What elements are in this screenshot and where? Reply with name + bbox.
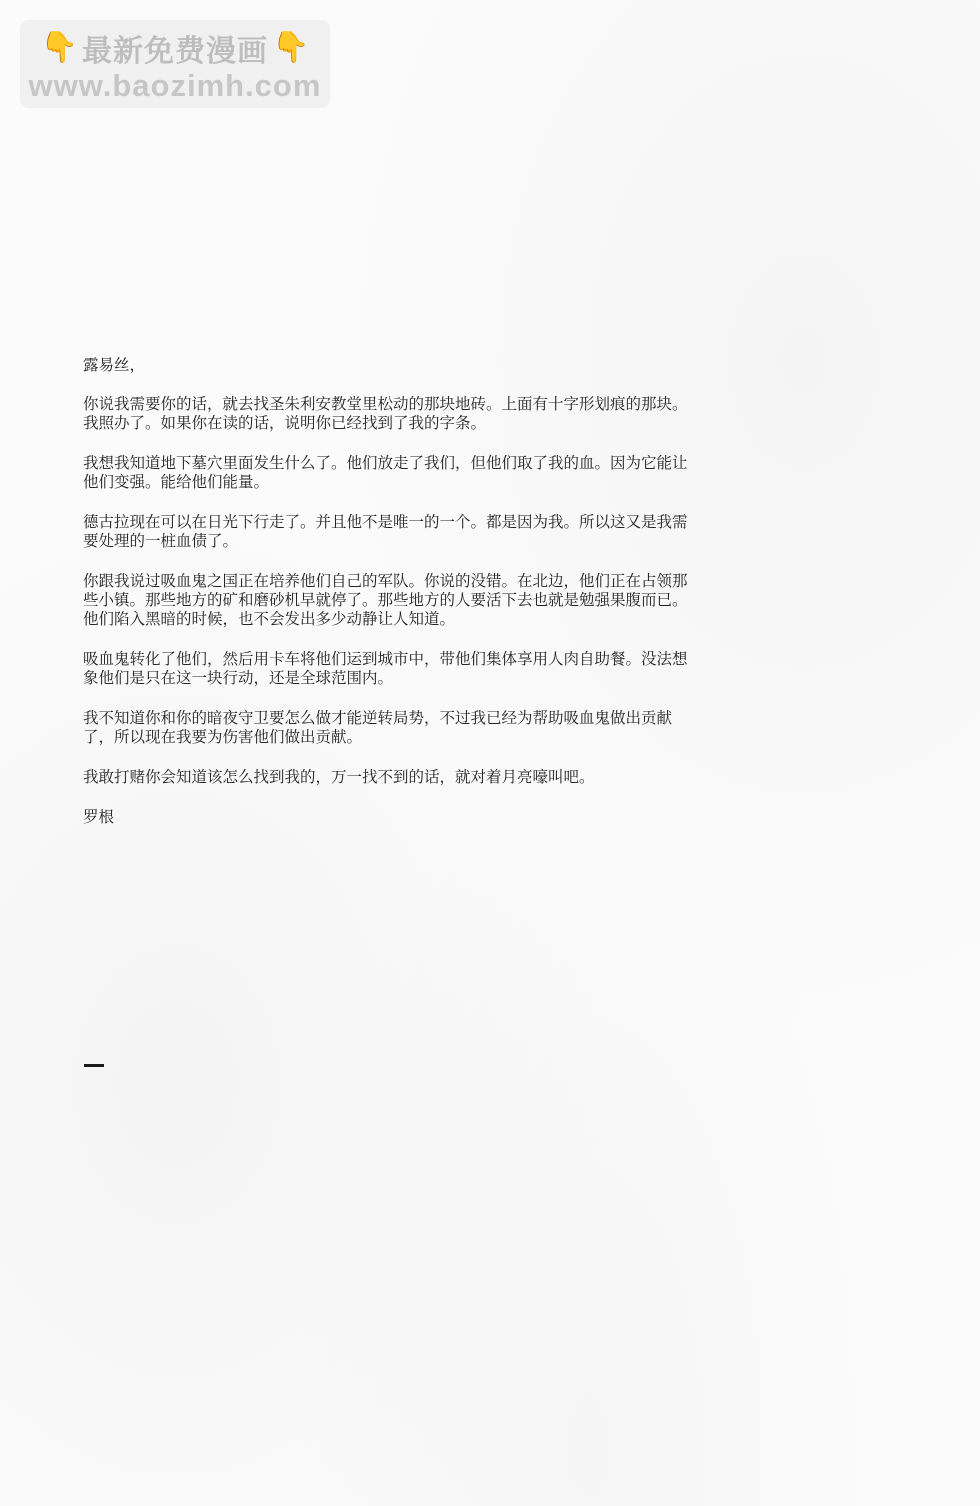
letter-paragraph: 我敢打赌你会知道该怎么找到我的，万一找不到的话，就对着月亮嚎叫吧。	[83, 768, 595, 786]
letter-paragraph: 你跟我说过吸血鬼之国正在培养他们自己的军队。你说的没错。在北边，他们正在占领那 些小镇。那些地方的矿和磨砂机早就停了。那些地方的人要活下去也就是勉强果腹而已。 他们陷入黑暗的时候，也不会发出多少动静让人知道。	[83, 572, 688, 628]
letter-paragraph: 你说我需要你的话，就去找圣朱利安教堂里松动的那块地砖。上面有十字形划痕的那块。 我照办了。如果你在读的话，说明你已经找到了我的字条。	[83, 395, 688, 432]
watermark-url: www.baozimh.com	[28, 68, 322, 103]
letter-salutation: 露易丝，	[83, 356, 146, 374]
site-watermark	[20, 20, 330, 108]
pointing-down-hand-icon: 👇	[40, 30, 78, 65]
watermark-title-row	[20, 28, 330, 68]
letter-signature: 罗根	[83, 808, 115, 826]
pointing-down-hand-icon: 👇	[272, 30, 310, 65]
watermark-title: 最新免费漫画	[82, 34, 268, 69]
dash-mark	[84, 1064, 104, 1067]
letter-paragraph: 我想我知道地下墓穴里面发生什么了。他们放走了我们，但他们取了我的血。因为它能让 他们变强。能给他们能量。	[83, 454, 688, 491]
letter-paragraph: 我不知道你和你的暗夜守卫要怎么做才能逆转局势，不过我已经为帮助吸血鬼做出贡献 了，所以现在我要为伤害他们做出贡献。	[83, 709, 673, 746]
letter-paragraph: 德古拉现在可以在日光下行走了。并且他不是唯一的一个。都是因为我。所以这又是我需 要处理的一桩血债了。	[83, 513, 688, 550]
letter-paragraph: 吸血鬼转化了他们，然后用卡车将他们运到城市中，带他们集体享用人肉自助餐。没法想 象他们是只在这一块行动，还是全球范围内。	[83, 650, 688, 687]
letter-body	[83, 356, 723, 827]
